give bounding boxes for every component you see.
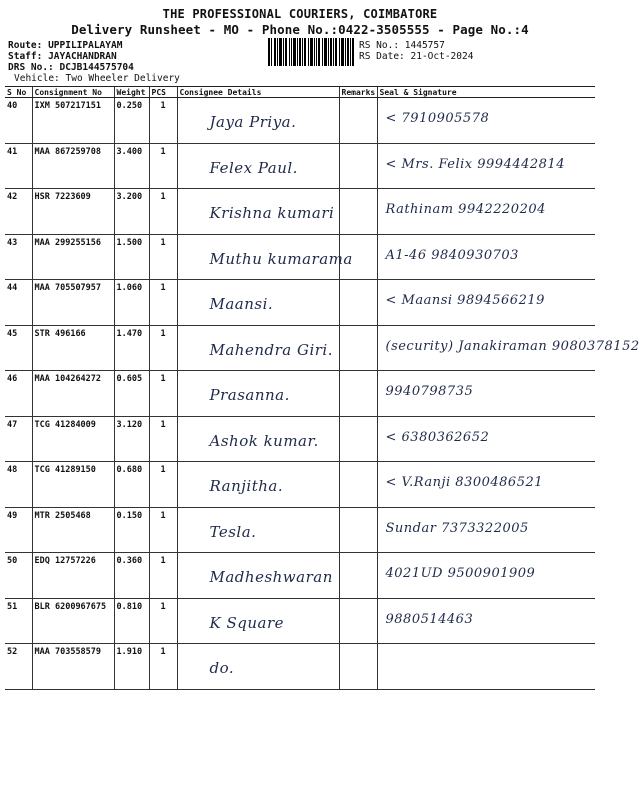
row-consignee-name-cell [177, 598, 339, 644]
row-pcs: 1 [160, 374, 166, 384]
row-consignment-no: MAA 703558579 [34, 647, 102, 657]
row-pcs: 1 [160, 601, 166, 612]
row-consignee-name: Jaya Priya. [209, 113, 297, 131]
row-signature-cell [377, 325, 640, 371]
route-label: Route: [8, 40, 43, 51]
row-weight: 3.200 [116, 192, 143, 202]
row-remarks-cell [339, 598, 377, 644]
row-signature-cell [377, 371, 595, 417]
table-row [5, 507, 595, 553]
row-weight-cell [114, 98, 149, 144]
row-signature: A1-46 9840930703 [385, 247, 519, 263]
row-remarks-cell [339, 98, 377, 144]
row-consignee-name-cell [177, 507, 339, 553]
row-weight: 0.150 [116, 510, 143, 521]
row-consignee-name-cell [177, 234, 353, 280]
row-consignment-no: MAA 104264272 [34, 374, 102, 384]
row-weight-cell [114, 416, 149, 462]
col-header-weight: Weight [114, 87, 149, 98]
row-consignment-no-cell [32, 507, 114, 553]
row-weight: 1.500 [116, 237, 143, 248]
row-weight: 0.605 [116, 374, 143, 384]
row-consignee-name-cell [177, 462, 339, 508]
row-sno: 47 [7, 419, 18, 430]
row-pcs-cell [149, 325, 177, 371]
row-pcs-cell [149, 416, 177, 462]
row-pcs-cell [149, 644, 177, 690]
row-sno: 43 [7, 237, 18, 248]
vehicle-line [14, 73, 180, 84]
row-consignee-name-cell [177, 325, 339, 371]
row-signature: < Mrs. Felix 9994442814 [385, 156, 565, 172]
row-pcs: 1 [160, 647, 166, 657]
row-pcs: 1 [160, 465, 166, 475]
row-weight-cell [114, 507, 149, 553]
row-signature: 9880514463 [385, 611, 474, 627]
row-consignment-no-cell [32, 98, 114, 144]
row-consignee-name: Maansi. [209, 295, 274, 313]
table-row [5, 553, 595, 599]
row-signature-cell [377, 507, 595, 553]
row-remarks-cell [339, 416, 377, 462]
row-signature-cell [377, 143, 595, 189]
row-signature-cell [377, 416, 595, 462]
row-signature: 9940798735 [385, 384, 474, 399]
row-signature-cell [377, 462, 595, 508]
col-header-remarks: Remarks [339, 87, 377, 98]
row-consignment-no: STR 496166 [34, 328, 86, 339]
row-consignment-no: MTR 2505468 [34, 510, 91, 521]
row-sno: 41 [7, 146, 18, 157]
row-consignee-name: Muthu kumarama [209, 249, 353, 268]
row-consignment-no-cell [32, 598, 114, 644]
col-header-consignee: Consignee Details [177, 87, 339, 98]
row-consignee-name-cell [177, 644, 339, 690]
row-pcs: 1 [160, 101, 166, 111]
row-consignee-name: Tesla. [209, 522, 257, 541]
row-consignment-no-cell [32, 553, 114, 599]
rs-date-line [359, 51, 473, 62]
row-weight-cell [114, 462, 149, 508]
rs-no-label: RS No.: [359, 40, 400, 51]
row-consignment-no-cell [32, 462, 114, 508]
row-weight: 0.250 [116, 101, 143, 111]
row-consignee-name: Felex Paul. [209, 158, 298, 177]
rs-no-line [359, 40, 445, 51]
row-consignee-name: K Square [209, 613, 285, 632]
row-signature: < 6380362652 [385, 429, 490, 445]
row-signature: 4021UD 9500901909 [385, 566, 536, 581]
row-pcs: 1 [160, 510, 166, 521]
row-remarks-cell [339, 371, 377, 417]
table-row [5, 143, 595, 189]
row-signature-cell [377, 189, 595, 235]
col-header-signature: Seal & Signature [377, 87, 595, 98]
vehicle-label: Vehicle: [14, 73, 60, 84]
staff-value: JAYACHANDRAN [48, 51, 117, 62]
row-consignee-name: Prasanna. [209, 386, 290, 404]
row-remarks-cell [339, 507, 377, 553]
row-sno-cell [5, 325, 32, 371]
row-pcs: 1 [160, 146, 166, 157]
row-consignee-name: Madheshwaran [209, 568, 333, 586]
col-header-pcs: PCS [149, 87, 177, 98]
row-weight-cell [114, 371, 149, 417]
row-pcs: 1 [160, 283, 166, 293]
row-remarks-cell [339, 189, 377, 235]
row-sno-cell [5, 644, 32, 690]
row-consignee-name-cell [177, 553, 339, 599]
table-row [5, 325, 595, 371]
row-pcs-cell [149, 507, 177, 553]
row-remarks-cell [339, 644, 377, 690]
row-pcs: 1 [160, 419, 166, 430]
row-signature-cell [377, 553, 595, 599]
row-pcs-cell [149, 234, 177, 280]
row-consignment-no: IXM 507217151 [34, 101, 102, 111]
row-consignee-name: Krishna kumari [209, 204, 335, 222]
staff-label: Staff: [8, 51, 43, 62]
row-pcs-cell [149, 143, 177, 189]
row-consignee-name: Mahendra Giri. [209, 340, 333, 359]
drs-line [8, 62, 134, 73]
row-consignment-no: TCG 41289150 [34, 465, 96, 475]
row-pcs-cell [149, 371, 177, 417]
row-sno-cell [5, 598, 32, 644]
row-weight-cell [114, 234, 149, 280]
row-signature: (security) Janakiraman 9080378152 [385, 338, 640, 354]
drs-label: DRS No.: [8, 62, 54, 73]
table-row [5, 280, 595, 326]
row-sno: 42 [7, 192, 18, 202]
row-sno-cell [5, 189, 32, 235]
row-signature-cell [377, 598, 595, 644]
vehicle-value: Two Wheeler Delivery [65, 73, 180, 84]
rs-date-label: RS Date: [359, 51, 405, 62]
row-sno: 44 [7, 283, 18, 293]
row-signature: Rathinam 9942220204 [385, 202, 546, 217]
row-consignment-no-cell [32, 371, 114, 417]
row-consignment-no-cell [32, 280, 114, 326]
row-weight: 0.810 [116, 601, 143, 612]
row-remarks-cell [339, 462, 377, 508]
row-signature-cell [377, 98, 595, 144]
row-weight: 1.470 [116, 328, 143, 339]
rs-date-value: 21-Oct-2024 [410, 51, 474, 62]
row-signature-cell [377, 644, 595, 690]
row-signature: < Maansi 9894566219 [385, 293, 545, 308]
rs-no-value: 1445757 [404, 40, 445, 51]
row-weight-cell [114, 553, 149, 599]
row-consignee-name-cell [177, 280, 339, 326]
row-signature-cell [377, 280, 595, 326]
row-sno: 46 [7, 374, 18, 384]
row-consignment-no-cell [32, 143, 114, 189]
row-consignment-no-cell [32, 644, 114, 690]
row-consignment-no: MAA 705507957 [34, 283, 102, 293]
table-header-row [5, 87, 595, 98]
row-weight: 1.060 [116, 283, 143, 293]
row-sno: 51 [7, 601, 18, 612]
row-signature: Sundar 7373322005 [385, 520, 529, 536]
row-sno: 50 [7, 556, 18, 566]
row-signature-cell [377, 234, 595, 280]
row-consignee-name: do. [209, 659, 235, 677]
route-line [8, 40, 122, 51]
row-weight: 3.400 [116, 146, 143, 157]
row-sno-cell [5, 371, 32, 417]
row-sno-cell [5, 234, 32, 280]
row-sno: 52 [7, 647, 18, 657]
row-pcs: 1 [160, 328, 166, 339]
table-row [5, 416, 595, 462]
table-row [5, 234, 595, 280]
row-consignment-no: MAA 867259708 [34, 146, 102, 157]
row-consignment-no: TCG 41284009 [34, 419, 96, 430]
row-pcs: 1 [160, 192, 166, 202]
row-weight-cell [114, 280, 149, 326]
row-pcs-cell [149, 462, 177, 508]
row-sno-cell [5, 416, 32, 462]
company-title: THE PROFESSIONAL COURIERS, COIMBATORE [162, 7, 438, 21]
row-weight-cell [114, 325, 149, 371]
row-consignment-no-cell [32, 234, 114, 280]
row-sno: 48 [7, 465, 18, 475]
staff-line [8, 51, 117, 62]
row-consignee-name-cell [177, 416, 339, 462]
table-row [5, 462, 595, 508]
row-weight-cell [114, 143, 149, 189]
row-consignment-no-cell [32, 189, 114, 235]
row-remarks-cell [339, 553, 377, 599]
table-row [5, 644, 595, 690]
delivery-table [5, 86, 640, 690]
row-pcs-cell [149, 553, 177, 599]
row-sno-cell [5, 280, 32, 326]
row-weight-cell [114, 189, 149, 235]
row-consignee-name-cell [177, 189, 339, 235]
table-row [5, 371, 595, 417]
row-pcs: 1 [160, 237, 166, 248]
row-pcs: 1 [160, 556, 166, 566]
row-weight-cell [114, 644, 149, 690]
row-remarks-cell [339, 280, 377, 326]
row-consignment-no: MAA 299255156 [34, 237, 102, 248]
row-sno: 40 [7, 101, 18, 111]
row-signature: < 7910905578 [385, 111, 490, 126]
barcode [268, 38, 354, 66]
runsheet-subtitle: Delivery Runsheet - MO - Phone No.:0422-3505555 - Page No.:4 [71, 22, 529, 37]
row-consignment-no-cell [32, 325, 114, 371]
row-sno-cell [5, 462, 32, 508]
col-header-sno: S No [5, 87, 32, 98]
col-header-consignment: Consignment No [32, 87, 114, 98]
row-consignment-no: HSR 7223609 [34, 192, 91, 202]
row-consignee-name-cell [177, 371, 339, 417]
row-sno: 45 [7, 328, 18, 339]
drs-value: DCJB144575704 [59, 62, 134, 73]
row-pcs-cell [149, 189, 177, 235]
row-weight: 3.120 [116, 419, 143, 430]
row-consignee-name: Ranjitha. [209, 477, 284, 495]
row-remarks-cell [339, 143, 377, 189]
table-row [5, 98, 595, 144]
row-sno-cell [5, 98, 32, 144]
row-pcs-cell [149, 598, 177, 644]
row-pcs-cell [149, 280, 177, 326]
row-sno: 49 [7, 510, 18, 521]
row-consignee-name-cell [177, 143, 339, 189]
table-row [5, 189, 595, 235]
row-signature: < V.Ranji 8300486521 [385, 475, 544, 490]
row-sno-cell [5, 507, 32, 553]
row-consignee-name: Ashok kumar. [209, 431, 319, 450]
route-value: UPPILIPALAYAM [48, 40, 123, 51]
row-weight-cell [114, 598, 149, 644]
row-weight: 0.360 [116, 556, 143, 566]
row-consignee-name-cell [177, 98, 339, 144]
row-sno-cell [5, 143, 32, 189]
row-consignment-no-cell [32, 416, 114, 462]
row-consignment-no: EDQ 12757226 [34, 556, 96, 566]
row-remarks-cell [339, 325, 377, 371]
table-row [5, 598, 595, 644]
row-weight: 0.680 [116, 465, 143, 475]
row-pcs-cell [149, 98, 177, 144]
row-sno-cell [5, 553, 32, 599]
row-weight: 1.910 [116, 647, 143, 657]
row-consignment-no: BLR 6200967675 [34, 601, 107, 612]
